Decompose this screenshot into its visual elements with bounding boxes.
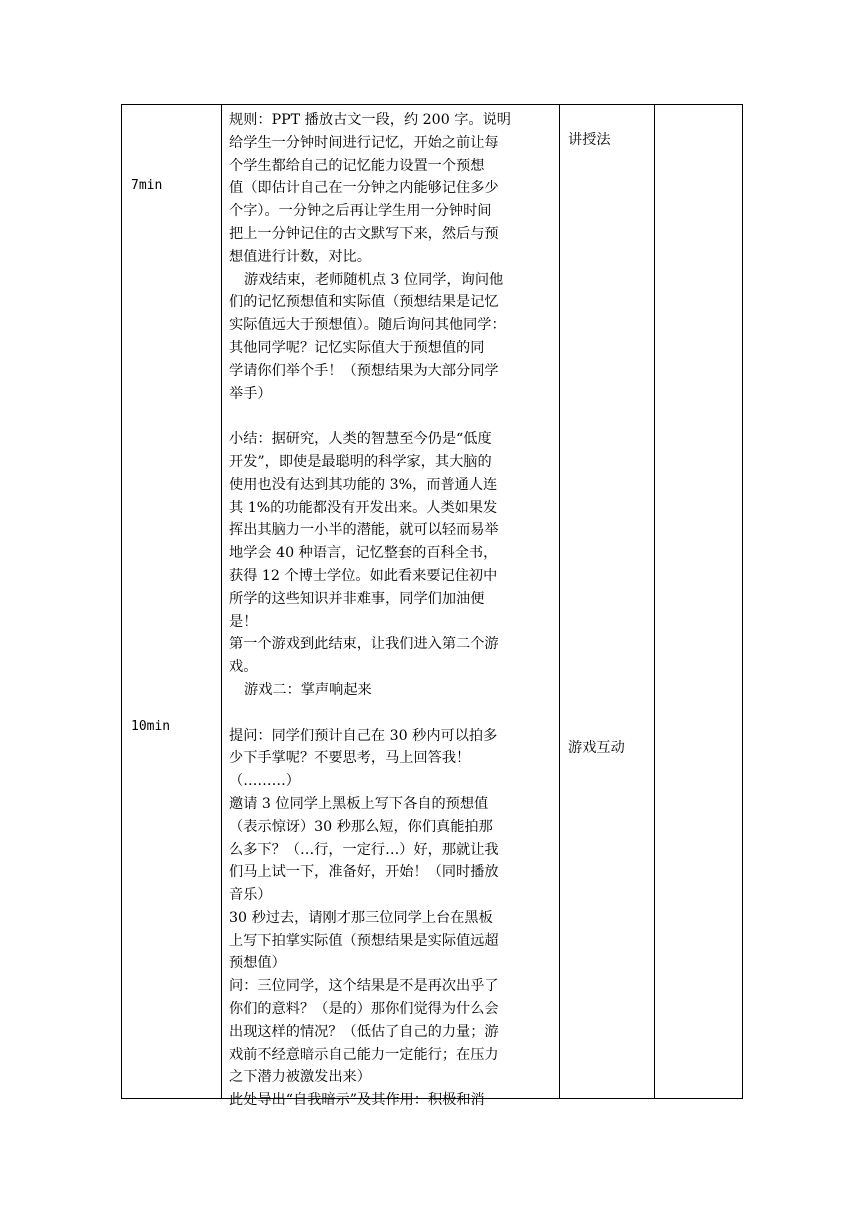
content-line: 们的记忆预想值和实际值（预想结果是记忆 bbox=[229, 294, 499, 311]
content-line: （表示惊讶）30 秒那么短，你们真能拍那 bbox=[229, 818, 493, 835]
content-line: 想值进行计数，对比。 bbox=[229, 248, 371, 265]
method-column bbox=[560, 105, 655, 1099]
notes-column bbox=[655, 105, 743, 1099]
content-line: 使用也没有达到其功能的 3%，而普通人连 bbox=[229, 476, 498, 493]
content-line: 邀请 3 位同学上黑板上写下各自的预想值 bbox=[229, 795, 489, 812]
game-two-heading: 游戏二：掌声响起来 bbox=[244, 681, 372, 698]
time-label-10min: 10min bbox=[131, 719, 171, 734]
content-line: 是！ bbox=[229, 613, 258, 630]
content-line: 问：三位同学，这个结果是不是再次出乎了 bbox=[229, 978, 499, 995]
content-line: 其他同学呢？记忆实际值大于预想值的同 bbox=[229, 339, 485, 356]
content-line: 把上一分钟记住的古文默写下来，然后与预 bbox=[229, 225, 499, 242]
blank-line bbox=[229, 405, 557, 428]
time-column bbox=[122, 105, 222, 1099]
time-label-7min: 7min bbox=[131, 178, 163, 193]
content-line: 你们的意料？（是的）那你们觉得为什么会 bbox=[229, 1001, 499, 1018]
method-label-game-interaction: 游戏互动 bbox=[568, 740, 625, 756]
content-line: 游戏结束，老师随机点 3 位同学，询问他 bbox=[244, 271, 504, 288]
content-line: （………） bbox=[229, 773, 300, 790]
content-column bbox=[222, 105, 560, 1109]
table-row bbox=[122, 105, 743, 1099]
content-line: 学请你们举个手！（预想结果为大部分同学 bbox=[229, 362, 499, 379]
lesson-plan-table bbox=[121, 104, 743, 1109]
content-line: 获得 12 个博士学位。如此看来要记住初中 bbox=[229, 567, 498, 584]
blank-line bbox=[229, 702, 557, 725]
activity-description bbox=[229, 109, 557, 1112]
content-line: 戏前不经意暗示自己能力一定能行；在压力 bbox=[229, 1046, 499, 1063]
content-line: 第一个游戏到此结束，让我们进入第二个游 bbox=[229, 636, 499, 653]
content-line: 预想值） bbox=[229, 955, 286, 972]
content-line: 开发”，即使是最聪明的科学家，其大脑的 bbox=[229, 453, 492, 470]
content-line: 少下手掌呢？不要思考，马上回答我！ bbox=[229, 750, 471, 767]
content-line: 出现这样的情况？（低估了自己的力量；游 bbox=[229, 1023, 499, 1040]
content-line: 挥出其脑力一小半的潜能，就可以轻而易举 bbox=[229, 522, 499, 539]
content-line: 值（即估计自己在一分钟之内能够记住多少 bbox=[229, 180, 499, 197]
content-line: 们马上试一下，准备好，开始！（同时播放 bbox=[229, 864, 499, 881]
content-line: 戏。 bbox=[229, 659, 258, 676]
content-line: 给学生一分钟时间进行记忆，开始之前让每 bbox=[229, 134, 499, 151]
method-label-lecture: 讲授法 bbox=[568, 132, 611, 148]
content-line: 提问：同学们预计自己在 30 秒内可以拍多 bbox=[229, 727, 498, 744]
content-line: 规则：PPT 播放古文一段，约 200 字。说明 bbox=[229, 112, 511, 128]
content-line: 之下潜力被激发出来） bbox=[229, 1069, 371, 1086]
content-line: 么多下？（…行，一定行…）好，那就让我 bbox=[229, 841, 499, 858]
content-line: 实际值远大于预想值）。随后询问其他同学： bbox=[229, 317, 506, 334]
content-line: 30 秒过去，请刚才那三位同学上台在黑板 bbox=[229, 909, 493, 926]
content-line: 小结：据研究，人类的智慧至今仍是“低度 bbox=[229, 431, 492, 448]
content-line: 所学的这些知识并非难事，同学们加油便 bbox=[229, 590, 485, 607]
content-line: 个学生都给自己的记忆能力设置一个预想 bbox=[229, 157, 485, 174]
content-line: 举手） bbox=[229, 385, 272, 402]
content-line: 其 1%的功能都没有开发出来。人类如果发 bbox=[229, 499, 498, 516]
content-line: 地学会 40 种语言，记忆整套的百科全书， bbox=[229, 545, 498, 562]
content-line: 上写下拍掌实际值（预想结果是实际值远超 bbox=[229, 932, 499, 949]
content-line: 此处导出“自我暗示”及其作用：积极和消 bbox=[229, 1092, 485, 1109]
content-line: 音乐） bbox=[229, 887, 272, 904]
content-line: 个字）。一分钟之后再让学生用一分钟时间 bbox=[229, 203, 492, 220]
